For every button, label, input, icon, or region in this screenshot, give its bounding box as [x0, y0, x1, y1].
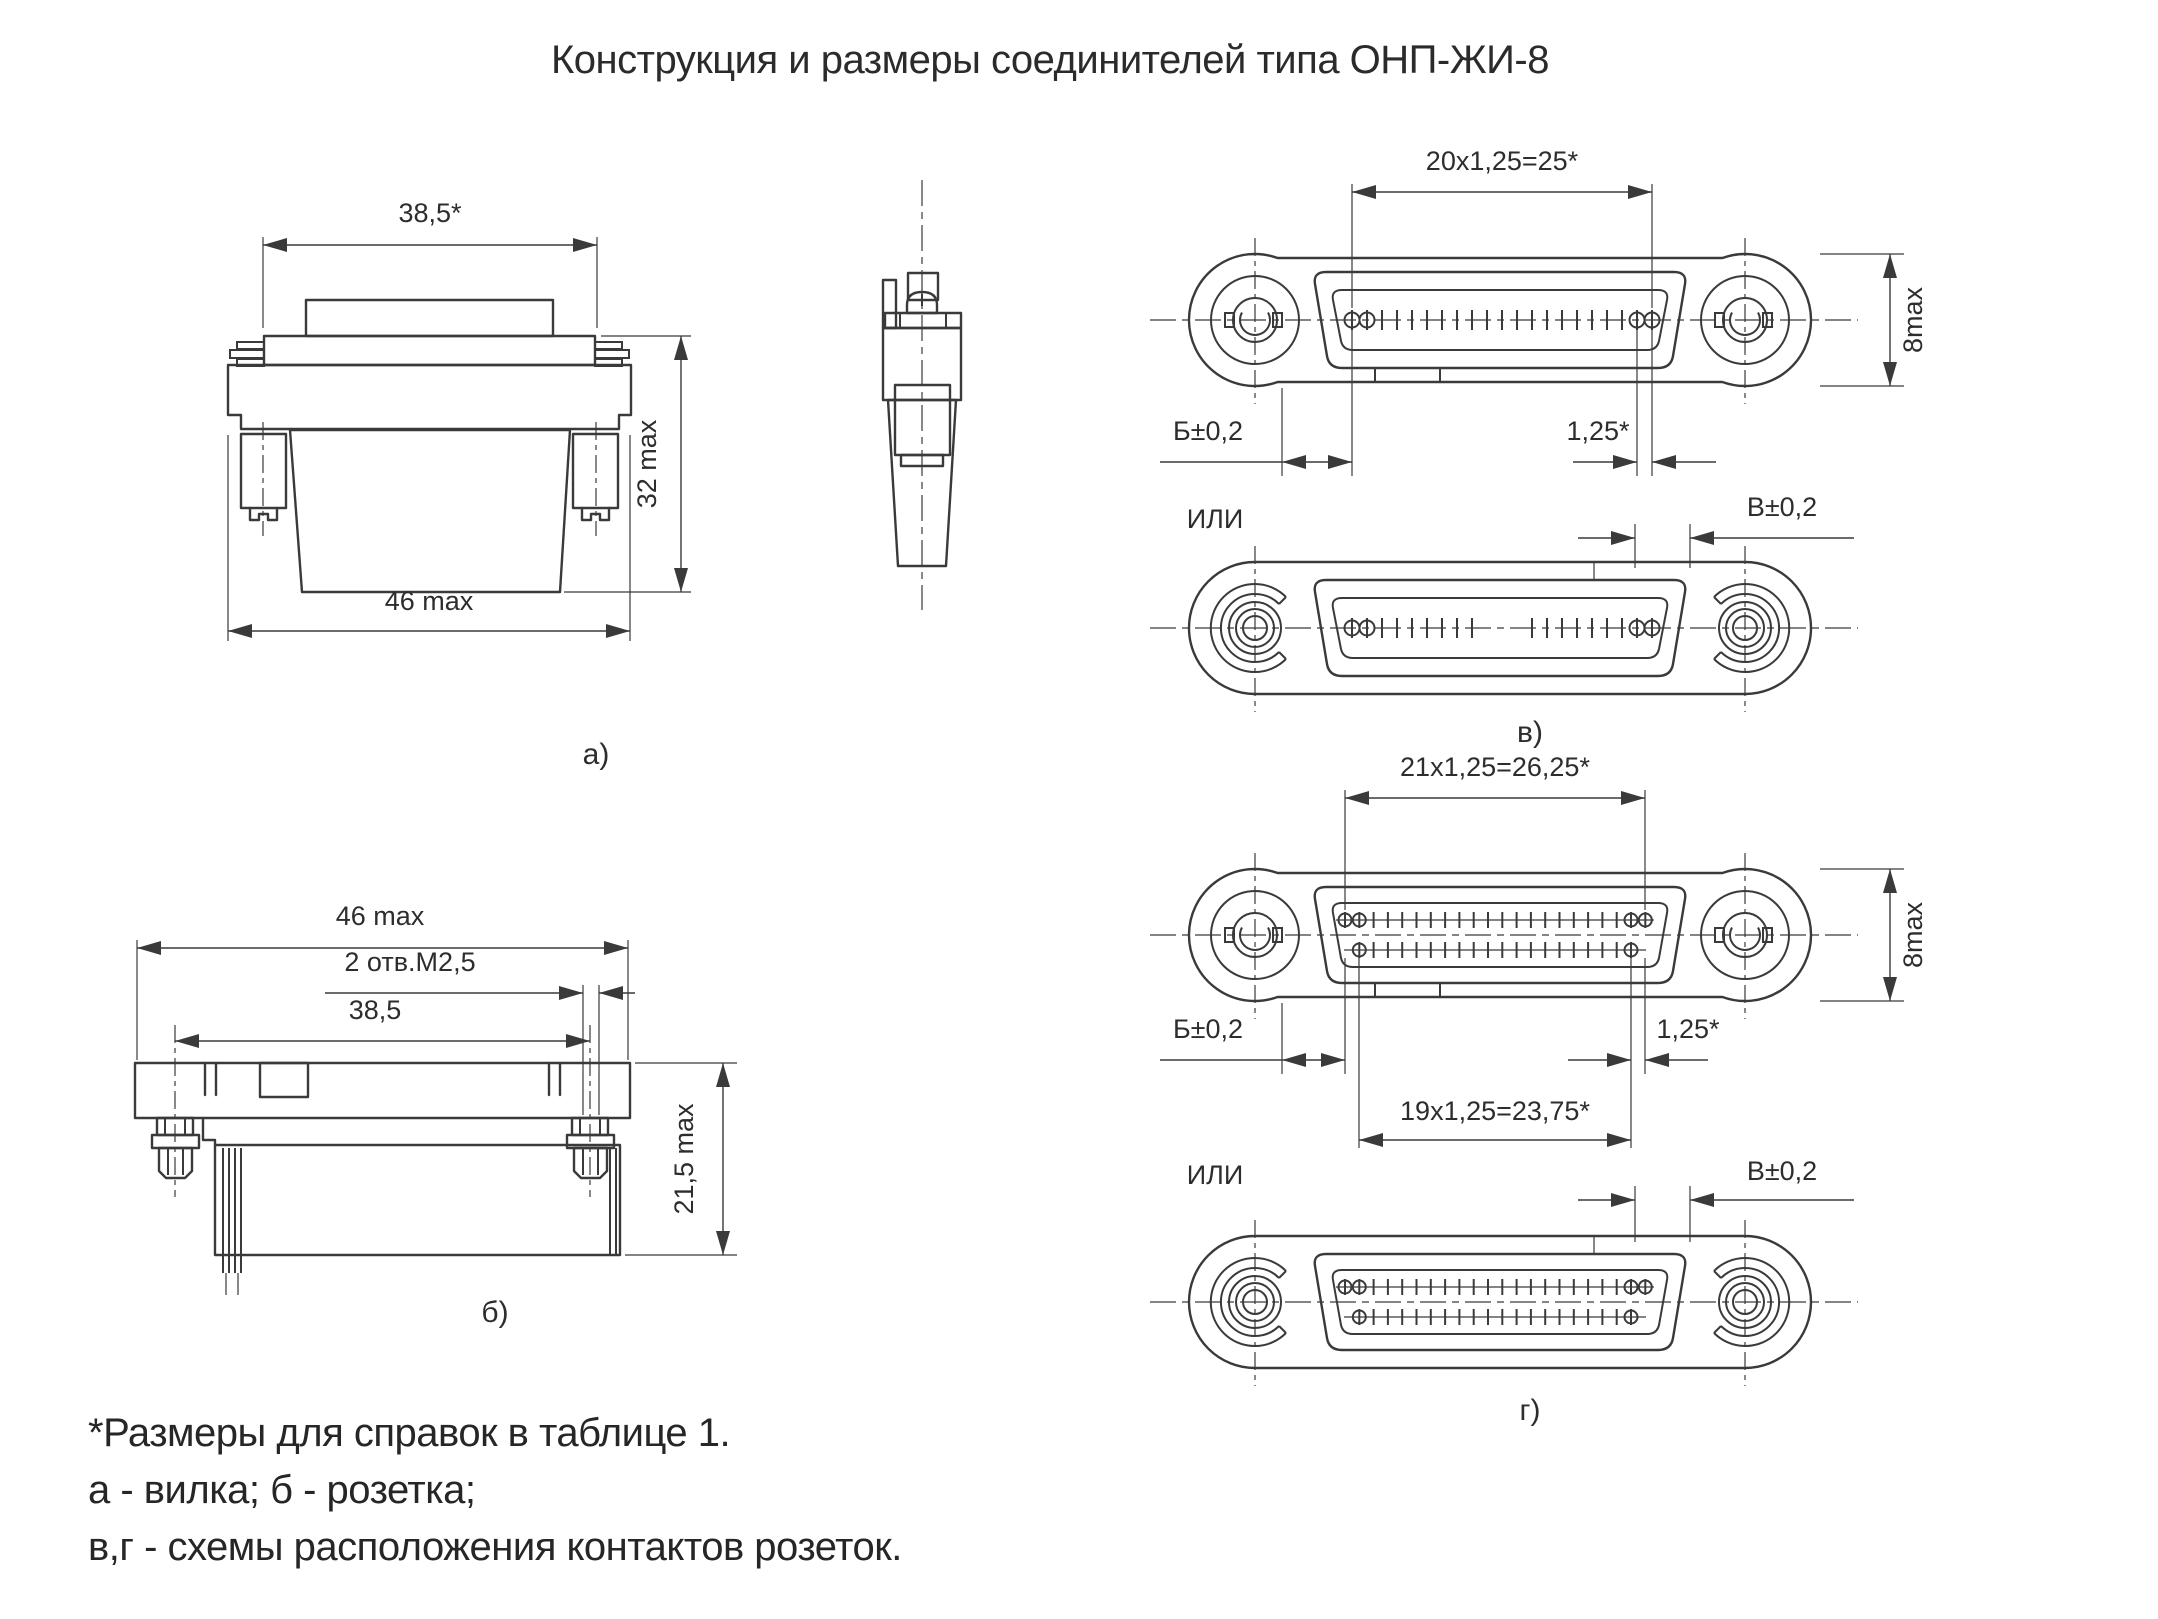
- dim-label: В±0,2: [1746, 1156, 1818, 1186]
- dim-label: 20x1,25=25*: [1425, 146, 1579, 176]
- jackscrew-threads-left: [230, 342, 264, 366]
- connector-face-2-or-variant: [1150, 1220, 1858, 1386]
- view-b-caption: б): [481, 1296, 509, 1329]
- dim-label: Б±0,2: [1172, 1014, 1244, 1044]
- or-label: ИЛИ: [1186, 1160, 1244, 1190]
- view-v-layout-drawing: [1130, 110, 2130, 770]
- connector-face-1: [1150, 853, 1858, 1019]
- dim-label: 8max: [1898, 901, 1928, 969]
- dim-label: 2 отв.М2,5: [344, 947, 476, 977]
- plug-housing-taper: [290, 430, 570, 592]
- terminal-pins: [223, 1148, 616, 1295]
- view-v-caption: в): [1517, 716, 1543, 749]
- jackscrew-right: [567, 1025, 614, 1197]
- plug-cap: [306, 300, 553, 336]
- dim-v-tol: [1578, 492, 1854, 568]
- jackscrew-threads-right: [595, 342, 629, 366]
- plug-flange-top: [264, 336, 595, 365]
- dim-label: Б±0,2: [1172, 416, 1244, 446]
- view-g-layout-drawing: [1130, 750, 2130, 1450]
- dim-38-5: [175, 995, 590, 1048]
- connector-face-1: [1150, 238, 1858, 404]
- view-a-dim-46: [228, 435, 630, 641]
- view-b-socket-drawing: [75, 875, 755, 1355]
- lower-body: [215, 1145, 620, 1255]
- dim-label: 1,25*: [1566, 416, 1630, 446]
- view-a-plug-drawing: [140, 100, 720, 800]
- footnote-line: в,г - схемы расположения контактов розеток.: [88, 1525, 902, 1569]
- dim-label: В±0,2: [1746, 492, 1818, 522]
- dim-label: 1,25*: [1656, 1014, 1720, 1044]
- top-edge-step: [1594, 1236, 1635, 1254]
- dim-pitch: [1566, 330, 1716, 476]
- dim-label: 19x1,25=23,75*: [1400, 1096, 1590, 1126]
- view-side-plug-drawing: [840, 160, 1020, 630]
- or-label: ИЛИ: [1186, 504, 1244, 534]
- dim-holes: [325, 947, 635, 1115]
- dim-b-tol: [1160, 330, 1352, 476]
- plug-flange-slab: [228, 365, 631, 429]
- footnote-line: а - вилка; б - розетка;: [88, 1468, 476, 1512]
- top-edge-step: [1594, 562, 1635, 580]
- jackscrew-left: [152, 1025, 199, 1197]
- dim-v-tol: [1578, 1156, 1854, 1242]
- dim-label: 46 max: [384, 586, 474, 616]
- dim-row-span-bottom: [1359, 958, 1631, 1148]
- dim-pitch: [1568, 958, 1720, 1148]
- dim-46: [137, 901, 628, 1060]
- view-a-dim-32: [564, 336, 691, 592]
- footnotes: [88, 1405, 902, 1576]
- view-a-dim-38-5: [263, 198, 597, 328]
- dim-label: 32 max: [632, 419, 662, 509]
- connector-face-2-or-variant: [1150, 546, 1858, 712]
- dim-label: 21,5 max: [669, 1103, 699, 1215]
- dim-21-5: [625, 1063, 737, 1255]
- view-a-caption: а): [582, 738, 610, 771]
- footnote-line: *Размеры для справок в таблице 1.: [88, 1411, 731, 1455]
- page-title: Конструкция и размеры соединителей типа ОНП-ЖИ-8: [551, 38, 1549, 82]
- socket-body: [135, 1025, 630, 1295]
- flange: [135, 1063, 630, 1118]
- dim-row-span: [1352, 146, 1652, 308]
- dim-label: 8max: [1898, 286, 1928, 354]
- dim-label: 21x1,25=26,25*: [1400, 752, 1590, 782]
- dim-label: 38,5: [348, 995, 402, 1025]
- view-g-caption: г): [1519, 1394, 1541, 1427]
- dim-label: 38,5*: [398, 198, 462, 228]
- body-step-left: [203, 1118, 215, 1145]
- view-a-body: [228, 300, 631, 592]
- dim-label: 46 max: [335, 901, 425, 931]
- dim-b-tol: [1160, 958, 1345, 1074]
- polarizing-key: [260, 1063, 308, 1097]
